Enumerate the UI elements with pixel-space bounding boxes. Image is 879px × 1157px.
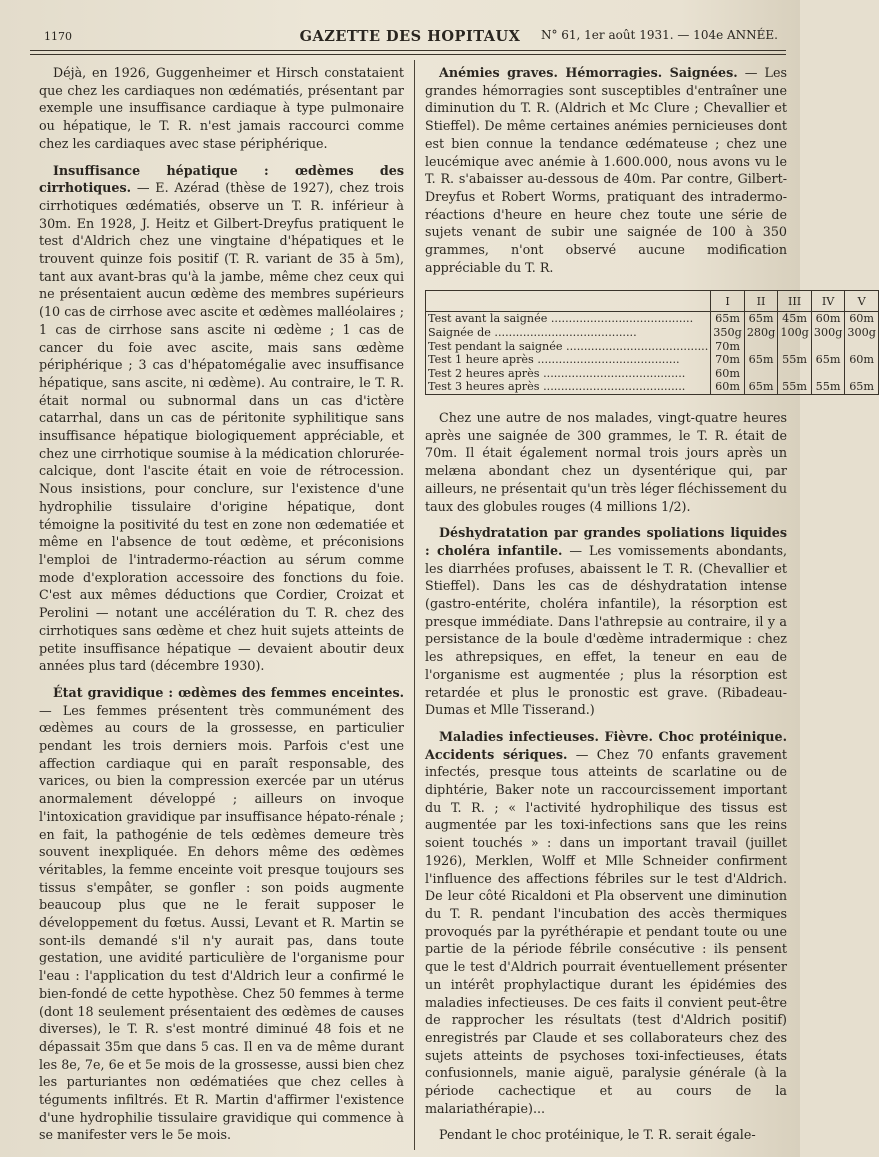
table-cell: 60m <box>711 380 745 394</box>
row-label: Test 1 heure après ........................................ <box>428 353 680 367</box>
table-cell: 60m <box>845 312 879 326</box>
paragraph-text: — E. Azérad (thèse de 1927), chez trois cirrhotiques œdématiés, observe un T. R. inférieur à 30m. En 1928, J. Heitz et Gilbert-Dreyfus pratiquent le test d'Aldrich chez une vingtaine d'hépatiques et le trouvent quinze fois positif (T. R. variant de 35 à 5m), tant aux avant-bras qu'à la jambe, même chez ceux qui ne présentaient aucun œdème des membres supérieurs (10 cas de cirrhose avec ascite et œdèmes malléolaires ; 1 cas de cirrhose sans ascite ni œdème ; 1 cas de cancer du foie avec ascite, mais sans œdème périphérique ; 3 cas d'hépatomégalie avec insuffisance hépatique, sans ascite, ni œdème). Au contraire, le T. R. était normal ou subnormal dans un cas d'ictère catarrhal, dans un cas de péritonite syphilitique sans insuffisance hépatique biologiquement appréciable, et chez une cirrhotique soumise à la médication chlorurée-calcique, dont l'ascite était en voie de rétrocession. Nous insistions, pour conclure, sur l'existence d'une hydrophilie tissulaire d'origine hépatique, dont témoigne la positivité du test en zone non œdematiée et même en l'absence de tout œdème, et préconisions l'emploi de l'intradermo-réaction au sérum comme mode d'exploration accessoire des fonctions du foie. C'est aux mêmes déductions que Cordier, Croizat et Perolini — notant une accélération du T. R. chez des cirrhotiques sans œdème et chez huit sujets atteints de petite insuffisance hépatique — devaient aboutir deux années plus tard (décembre 1930). <box>39 180 404 674</box>
bloodletting-test-table <box>425 290 879 395</box>
table-cell <box>845 340 879 354</box>
table-cell: 60m <box>711 367 745 381</box>
paragraph <box>425 1126 787 1144</box>
header-rule-top <box>30 50 786 51</box>
table-cell <box>778 367 812 381</box>
table-row <box>426 353 879 367</box>
table-cell: 70m <box>711 340 745 354</box>
right-column <box>425 64 876 1144</box>
table-column-header: V <box>845 291 879 312</box>
paragraph <box>425 728 787 1117</box>
table-cell <box>744 367 778 381</box>
table-column-header: I <box>711 291 745 312</box>
table-cell: 70m <box>711 353 745 367</box>
paragraph-text: — Les grandes hémorragies sont susceptibles d'entraîner une diminution du T. R. (Aldrich et Mc Clure ; Chevallier et Stieffel). De même certaines anémies pernicieuses dont est bien connue la tendance œdémateuse ; chez une leucémique avec anémie à 1.600.000, nous avons vu le T. R. s'abaisser au-dessous de 40m. Par contre, Gilbert-Dreyfus et Robert Worms, pratiquant des intradermo-réactions d'heure en heure chez toute une série de sujets venant de subir une saignée de 100 à 350 grammes, n'ont observé aucune modification appréciable du T. R. <box>425 65 788 275</box>
right-column-before-table <box>425 64 787 276</box>
table-cell: 65m <box>811 353 845 367</box>
paragraph <box>425 409 787 515</box>
table-cell: 55m <box>778 380 812 394</box>
table-cell: 65m <box>744 380 778 394</box>
table-cell: 100g <box>778 326 812 340</box>
page-header <box>30 22 790 48</box>
table-cell <box>811 367 845 381</box>
table-row <box>426 380 879 394</box>
table-column-header <box>426 291 711 312</box>
paragraph-text: — Chez 70 enfants gravement infectés, presque tous atteints de scarlatine ou de diphtérie, Baker note un raccourcissement important du T. R. ; « l'activité hydrophilique des tissus est augmentée par les toxi-infections sans que les reins soient touchés » : dans un important travail (juillet 1926), Merklen, Wolff et Mlle Schneider confirment l'influence des affections fébriles sur le test d'Aldrich. De leur côté Ricaldoni et Pla observent une diminution du T. R. pendant l'incubation des accès thermiques provoqués par la pyréthérapie et pendant toute ou une partie de la période fébrile consécutive : ils pensent que le test d'Aldrich pourrait éventuellement présenter un intérêt prophylactique durant les épidémies des maladies infectieuses. De ces faits il convient peut-être de rapprocher les résultats (test d'Aldrich positif) enregistrés par Claude et ses collaborateurs chez des sujets atteints de psychoses toxi-infectieuses, états confusionnels, manie aiguë, paralysie générale (à la période cachectique et au cours de la malariathérapie)... <box>425 746 787 1116</box>
journal-title: GAZETTE DES HOPITAUX <box>299 28 521 45</box>
table-cell: 55m <box>778 353 812 367</box>
paragraph <box>425 524 787 719</box>
table-column-header: II <box>744 291 778 312</box>
table-cell: 65m <box>845 380 879 394</box>
page-number: 1170 <box>44 30 72 43</box>
table-cell <box>778 340 812 354</box>
paragraph <box>425 64 787 276</box>
table-cell <box>811 340 845 354</box>
row-label: Test 3 heures après ........................................ <box>428 380 686 394</box>
table-row <box>426 312 879 326</box>
row-label: Saignée de ........................................ <box>428 326 637 340</box>
table-row <box>426 326 879 340</box>
section-heading: Maladies infectieuses. Fièvre. Choc protéinique. Accidents sériques. <box>425 728 787 762</box>
table-cell <box>744 340 778 354</box>
table-body <box>426 312 879 395</box>
section-heading: Déshydratation par grandes spoliations liquides : choléra infantile. <box>425 525 787 558</box>
table-row <box>426 367 879 381</box>
paragraph-text: Chez une autre de nos malades, vingt-quatre heures après une saignée de 300 grammes, le T. R. était de 70m. Il était également normal trois jours après un melæna abondant chez un dysentérique qui, par ailleurs, ne présentait qu'un très léger fléchissement du taux des globules rouges (4 millions 1/2). <box>425 410 787 514</box>
table-cell: 65m <box>711 312 745 326</box>
table-cell: 300g <box>811 326 845 340</box>
right-column-after-table <box>425 409 787 1144</box>
paragraph <box>39 162 404 675</box>
paragraph-text: — Les vomissements abondants, les diarrhées profuses, abaissent le T. R. (Chevallier et Stieffel). Dans les cas de déshydratation intense (gastro-entérite, choléra infantile), la résorption est presque immédiate. Dans l'athrepsie au contraire, il y a persistance de la boule d'œdème intradermique : chez les athrepsiques, en effet, la teneur en eau de l'organisme est augmentée ; plus la résorption est retardée et plus le pronostic est grave. (Ribadeau-Dumas et Mlle Tisserand.) <box>425 542 787 718</box>
table-column-header: IV <box>811 291 845 312</box>
table-column-header: III <box>778 291 812 312</box>
table-cell <box>845 367 879 381</box>
section-heading: Insuffisance hépatique : œdèmes des cirrhotiques. <box>39 162 404 196</box>
header-rule-bottom <box>30 54 786 55</box>
paragraph <box>39 64 404 153</box>
paragraph-text: — Les femmes présentent très communément des œdèmes au cours de la grossesse, en particulier pendant les trois derniers mois. Parfois c'est une affection cardiaque qui en paraît responsable, des varices, ou bien la compression exercée par un utérus anormalement développé ; ailleurs on invoque l'intoxication gravidique par insuffisance hépato-rénale ; en fait, la pathogénie de tels œdèmes demeure très souvent inexpliquée. En dehors même des œdèmes véritables, la femme enceinte voit presque toujours ses tissus s'empâter, se gonfler : son poids augmente beaucoup plus que ne le ferait supposer le développement du fœtus. Aussi, Levant et R. Martin se sont-ils demandé s'il n'y aurait pas, dans toute gestation, une avidité particulière de l'organisme pour l'eau : l'application du test d'Aldrich leur a confirmé le bien-fondé de cette hypothèse. Chez 50 femmes à terme (dont 18 seulement présentaient des œdèmes de causes diverses), le T. R. s'est montré diminué 48 fois et ne dépassait 35m que dans 5 cas. Il en va de même durant les 8e, 7e, 6e et 5e mois de la grossesse, aussi bien chez les parturiantes non œdématiées que chez celles à téguments infiltrés. Et R. Martin d'affirmer l'existence d'une hydrophilie tissulaire gravidique qui commence à se manifester vers le 5e mois. <box>39 702 404 1143</box>
table-cell: 45m <box>778 312 812 326</box>
table-row <box>426 340 879 354</box>
row-label: Test avant la saignée ........................................ <box>428 312 694 326</box>
table-cell: 65m <box>744 353 778 367</box>
table-cell: 300g <box>845 326 879 340</box>
table-header-row <box>426 291 879 312</box>
section-heading: État gravidique : œdèmes des femmes enceintes. <box>53 684 404 700</box>
table-cell: 60m <box>811 312 845 326</box>
paragraph-text: Déjà, en 1926, Guggenheimer et Hirsch constataient que chez les cardiaques non œdématiés, présentant par exemple une insuffisance cardiaque à type pulmonaire ou hépatique, le T. R. n'est jamais raccourci comme chez les cardiaques avec stase périphérique. <box>39 65 404 151</box>
row-label: Test pendant la saignée ........................................ <box>428 339 709 353</box>
table-cell: 280g <box>744 326 778 340</box>
paragraph-text: Pendant le choc protéinique, le T. R. serait égale- <box>439 1127 756 1143</box>
left-column <box>39 64 404 1144</box>
row-label: Test 2 heures après ........................................ <box>428 366 686 380</box>
table-cell: 65m <box>744 312 778 326</box>
table-cell: 55m <box>811 380 845 394</box>
column-divider <box>414 60 415 1150</box>
issue-info: N° 61, 1er août 1931. — 104e ANNÉE. <box>540 28 778 42</box>
table-cell: 350g <box>711 326 745 340</box>
paragraph <box>39 684 404 1144</box>
section-heading: Anémies graves. Hémorragies. Saignées. <box>439 65 738 80</box>
table-cell: 60m <box>845 353 879 367</box>
